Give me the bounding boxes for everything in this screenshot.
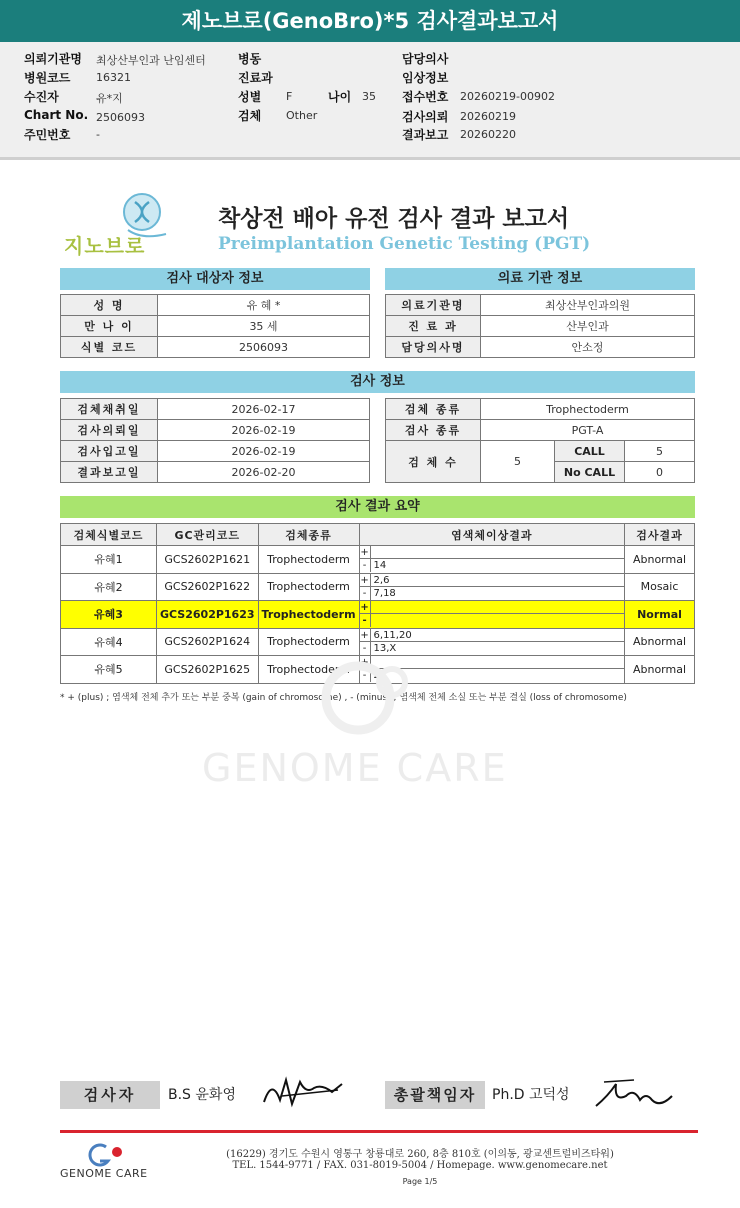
footer-logo-text: GENOME CARE bbox=[60, 1167, 148, 1180]
report-date-label: 결과보고 bbox=[402, 128, 449, 142]
request-date-value: 2026-02-19 bbox=[158, 420, 370, 441]
specimen-id-cell: 유혜1 bbox=[61, 546, 157, 574]
loss-value: 13,X bbox=[373, 642, 397, 654]
sex-label: 성별 bbox=[238, 90, 262, 104]
tester-signature-icon bbox=[262, 1074, 344, 1110]
table-row bbox=[61, 399, 370, 420]
nocall-value: 0 bbox=[625, 462, 695, 483]
director-label: 총괄책임자 bbox=[385, 1081, 485, 1109]
table-row bbox=[61, 420, 370, 441]
id-label: 주민번호 bbox=[24, 128, 71, 142]
report-title: 착상전 배아 유전 검사 결과 보고서 bbox=[218, 206, 570, 232]
report-title-bar: 제노브로(GenoBro)*5 검사결과보고서 bbox=[0, 0, 740, 42]
footnote: * + (plus) ; 염색체 전체 추가 또는 부분 중복 (gain of chromosome) , - (minus) ; 염색체 전체 소실 또는 부분 결실 (loss of chromosome) bbox=[60, 693, 627, 703]
subject-section-header: 검사 대상자 정보 bbox=[60, 268, 370, 290]
summary-section-header: 검사 결과 요약 bbox=[60, 496, 695, 518]
minus-sign: - bbox=[360, 669, 371, 682]
table-row-highlighted bbox=[61, 601, 695, 629]
specimen-type-cell: Trophectoderm bbox=[258, 573, 359, 601]
receipt-label: 접수번호 bbox=[402, 90, 449, 104]
test-type-label: 검사 종류 bbox=[386, 420, 481, 441]
test-result-cell: Abnormal bbox=[625, 656, 695, 684]
patient-label: 수진자 bbox=[24, 90, 59, 104]
table-row bbox=[61, 462, 370, 483]
test-result-cell: Mosaic bbox=[625, 573, 695, 601]
specimen-count-label: 검 체 수 bbox=[386, 441, 481, 483]
collection-date-value: 2026-02-17 bbox=[158, 399, 370, 420]
subject-id-label: 식별 코드 bbox=[61, 337, 158, 358]
specimen-type-value: Trophectoderm bbox=[481, 399, 695, 420]
gc-code-cell: GCS2602P1621 bbox=[157, 546, 259, 574]
ward-label: 병동 bbox=[238, 52, 262, 66]
column-header: 검체종류 bbox=[258, 524, 359, 546]
request-date-label: 검사의뢰일 bbox=[61, 420, 158, 441]
receive-date-value: 2026-02-19 bbox=[158, 441, 370, 462]
receipt-value: 20260219-00902 bbox=[460, 90, 555, 103]
sex-value: F bbox=[286, 90, 293, 103]
table-row bbox=[61, 441, 370, 462]
table-row bbox=[386, 295, 695, 316]
genome-care-logo-icon bbox=[84, 1143, 126, 1167]
chart-label: Chart No. bbox=[24, 108, 89, 122]
specimen-type-label: 검체 종류 bbox=[386, 399, 481, 420]
table-row bbox=[386, 316, 695, 337]
test-dates-table bbox=[60, 398, 370, 483]
loss-value bbox=[371, 614, 374, 627]
table-header-row bbox=[61, 524, 695, 546]
table-row bbox=[386, 337, 695, 358]
loss-value: 14 bbox=[373, 560, 387, 572]
specimen-value: Other bbox=[286, 109, 318, 122]
table-row bbox=[386, 420, 695, 441]
specimen-type-cell: Trophectoderm bbox=[258, 601, 359, 629]
institution-name-label: 의료기관명 bbox=[386, 295, 481, 316]
plus-sign: + bbox=[360, 602, 369, 614]
patient-info-bar bbox=[0, 42, 740, 160]
plus-sign: + bbox=[360, 629, 369, 641]
footer-contact: TEL. 1544-9771 / FAX. 031-8019-5004 / Homepage. www.genomecare.net bbox=[232, 1160, 608, 1171]
specimen-count-value: 5 bbox=[481, 441, 555, 483]
institution-name-value: 최상산부인과의원 bbox=[481, 295, 695, 316]
result-date-label: 결과보고일 bbox=[61, 462, 158, 483]
gc-code-cell: GCS2602P1622 bbox=[157, 573, 259, 601]
table-row bbox=[61, 337, 370, 358]
report-subtitle: Preimplantation Genetic Testing (PGT) bbox=[218, 234, 591, 254]
table-row bbox=[386, 441, 695, 462]
gc-code-cell: GCS2602P1625 bbox=[157, 656, 259, 684]
director-name: Ph.D 고덕성 bbox=[492, 1087, 570, 1103]
test-specimen-table bbox=[385, 398, 695, 483]
report-date-value: 20260220 bbox=[460, 128, 516, 141]
institution-section-header: 의료 기관 정보 bbox=[385, 268, 695, 290]
specimen-type-cell: Trophectoderm bbox=[258, 656, 359, 684]
specimen-id-cell: 유혜2 bbox=[61, 573, 157, 601]
subject-name-label: 성 명 bbox=[61, 295, 158, 316]
table-row bbox=[61, 573, 695, 601]
request-label: 검사의뢰 bbox=[402, 110, 449, 124]
subject-table bbox=[60, 294, 370, 358]
institution-doctor-label: 담당의사명 bbox=[386, 337, 481, 358]
column-header: 검사결과 bbox=[625, 524, 695, 546]
loss-value: 7,18 bbox=[373, 587, 396, 599]
watermark-text: GENOME CARE bbox=[202, 746, 508, 790]
result-date-value: 2026-02-20 bbox=[158, 462, 370, 483]
specimen-id-cell: 유혜5 bbox=[61, 656, 157, 684]
test-section-header: 검사 정보 bbox=[60, 371, 695, 393]
subject-name-value: 유 혜 * bbox=[158, 295, 370, 316]
page-number: Page 1/5 bbox=[402, 1177, 438, 1186]
plus-sign: + bbox=[360, 574, 369, 586]
institution-label: 의뢰기관명 bbox=[24, 52, 82, 66]
request-value: 20260219 bbox=[460, 110, 516, 123]
hospital-code-label: 병원코드 bbox=[24, 71, 71, 85]
age-label: 나이 bbox=[328, 90, 352, 104]
subject-age-label: 만 나 이 bbox=[61, 316, 158, 337]
age-value: 35 bbox=[362, 90, 376, 103]
specimen-label: 검체 bbox=[238, 109, 262, 123]
subject-age-value: 35 세 bbox=[158, 316, 370, 337]
gain-value: 6,11,20 bbox=[373, 629, 412, 641]
director-signature-icon bbox=[594, 1074, 674, 1114]
watermark-logo-icon bbox=[300, 652, 440, 740]
nocall-label: No CALL bbox=[555, 462, 625, 483]
tester-name: B.S 윤화영 bbox=[168, 1087, 236, 1103]
institution-value: 최상산부인과 난임센터 bbox=[96, 54, 206, 67]
subject-id-value: 2506093 bbox=[158, 337, 370, 358]
footer-address: (16229) 경기도 수원시 영통구 창룡대로 260, 8층 810호 (이의동, 광교센트럴비즈타워) bbox=[226, 1149, 614, 1160]
dept-label: 진료과 bbox=[238, 71, 273, 85]
institution-doctor-value: 안소정 bbox=[481, 337, 695, 358]
collection-date-label: 검체채취일 bbox=[61, 399, 158, 420]
institution-dept-label: 진 료 과 bbox=[386, 316, 481, 337]
gain-value: 2,6 bbox=[373, 574, 390, 586]
specimen-type-cell: Trophectoderm bbox=[258, 628, 359, 656]
gc-code-cell: GCS2602P1624 bbox=[157, 628, 259, 656]
test-result-cell: Abnormal bbox=[625, 628, 695, 656]
loss-value: 22 bbox=[373, 670, 387, 682]
minus-sign: - bbox=[360, 642, 371, 655]
doctor-label: 담당의사 bbox=[402, 52, 449, 66]
chromosome-result-cell bbox=[359, 573, 624, 601]
table-row bbox=[61, 546, 695, 574]
institution-table bbox=[385, 294, 695, 358]
chart-value: 2506093 bbox=[96, 111, 145, 124]
test-result-cell: Normal bbox=[625, 601, 695, 629]
footer-divider bbox=[60, 1130, 698, 1133]
test-result-cell: Abnormal bbox=[625, 546, 695, 574]
hospital-code-value: 16321 bbox=[96, 71, 131, 84]
plus-sign: + bbox=[360, 657, 369, 669]
minus-sign: - bbox=[360, 587, 371, 600]
id-value: - bbox=[96, 128, 100, 141]
table-row bbox=[61, 295, 370, 316]
column-header: GC관리코드 bbox=[157, 524, 259, 546]
gc-code-cell: GCS2602P1623 bbox=[157, 601, 259, 629]
logo-text: 지노브로 bbox=[64, 234, 146, 258]
tester-label: 검사자 bbox=[60, 1081, 160, 1109]
specimen-id-cell: 유혜4 bbox=[61, 628, 157, 656]
clinical-label: 임상정보 bbox=[402, 71, 449, 85]
specimen-id-cell: 유혜3 bbox=[61, 601, 157, 629]
patient-value: 유*지 bbox=[96, 92, 123, 105]
column-header: 염색체이상결과 bbox=[359, 524, 624, 546]
plus-sign: + bbox=[360, 547, 369, 559]
specimen-type-cell: Trophectoderm bbox=[258, 546, 359, 574]
call-label: CALL bbox=[555, 441, 625, 462]
gain-value bbox=[371, 546, 374, 558]
table-row bbox=[61, 316, 370, 337]
call-value: 5 bbox=[625, 441, 695, 462]
table-row bbox=[386, 399, 695, 420]
minus-sign: - bbox=[360, 614, 371, 627]
minus-sign: - bbox=[360, 559, 371, 572]
column-header: 검체식별코드 bbox=[61, 524, 157, 546]
test-type-value: PGT-A bbox=[481, 420, 695, 441]
gain-value bbox=[371, 601, 374, 613]
chromosome-result-cell bbox=[359, 546, 624, 574]
institution-dept-value: 산부인과 bbox=[481, 316, 695, 337]
receive-date-label: 검사입고일 bbox=[61, 441, 158, 462]
chromosome-result-cell bbox=[359, 601, 624, 629]
